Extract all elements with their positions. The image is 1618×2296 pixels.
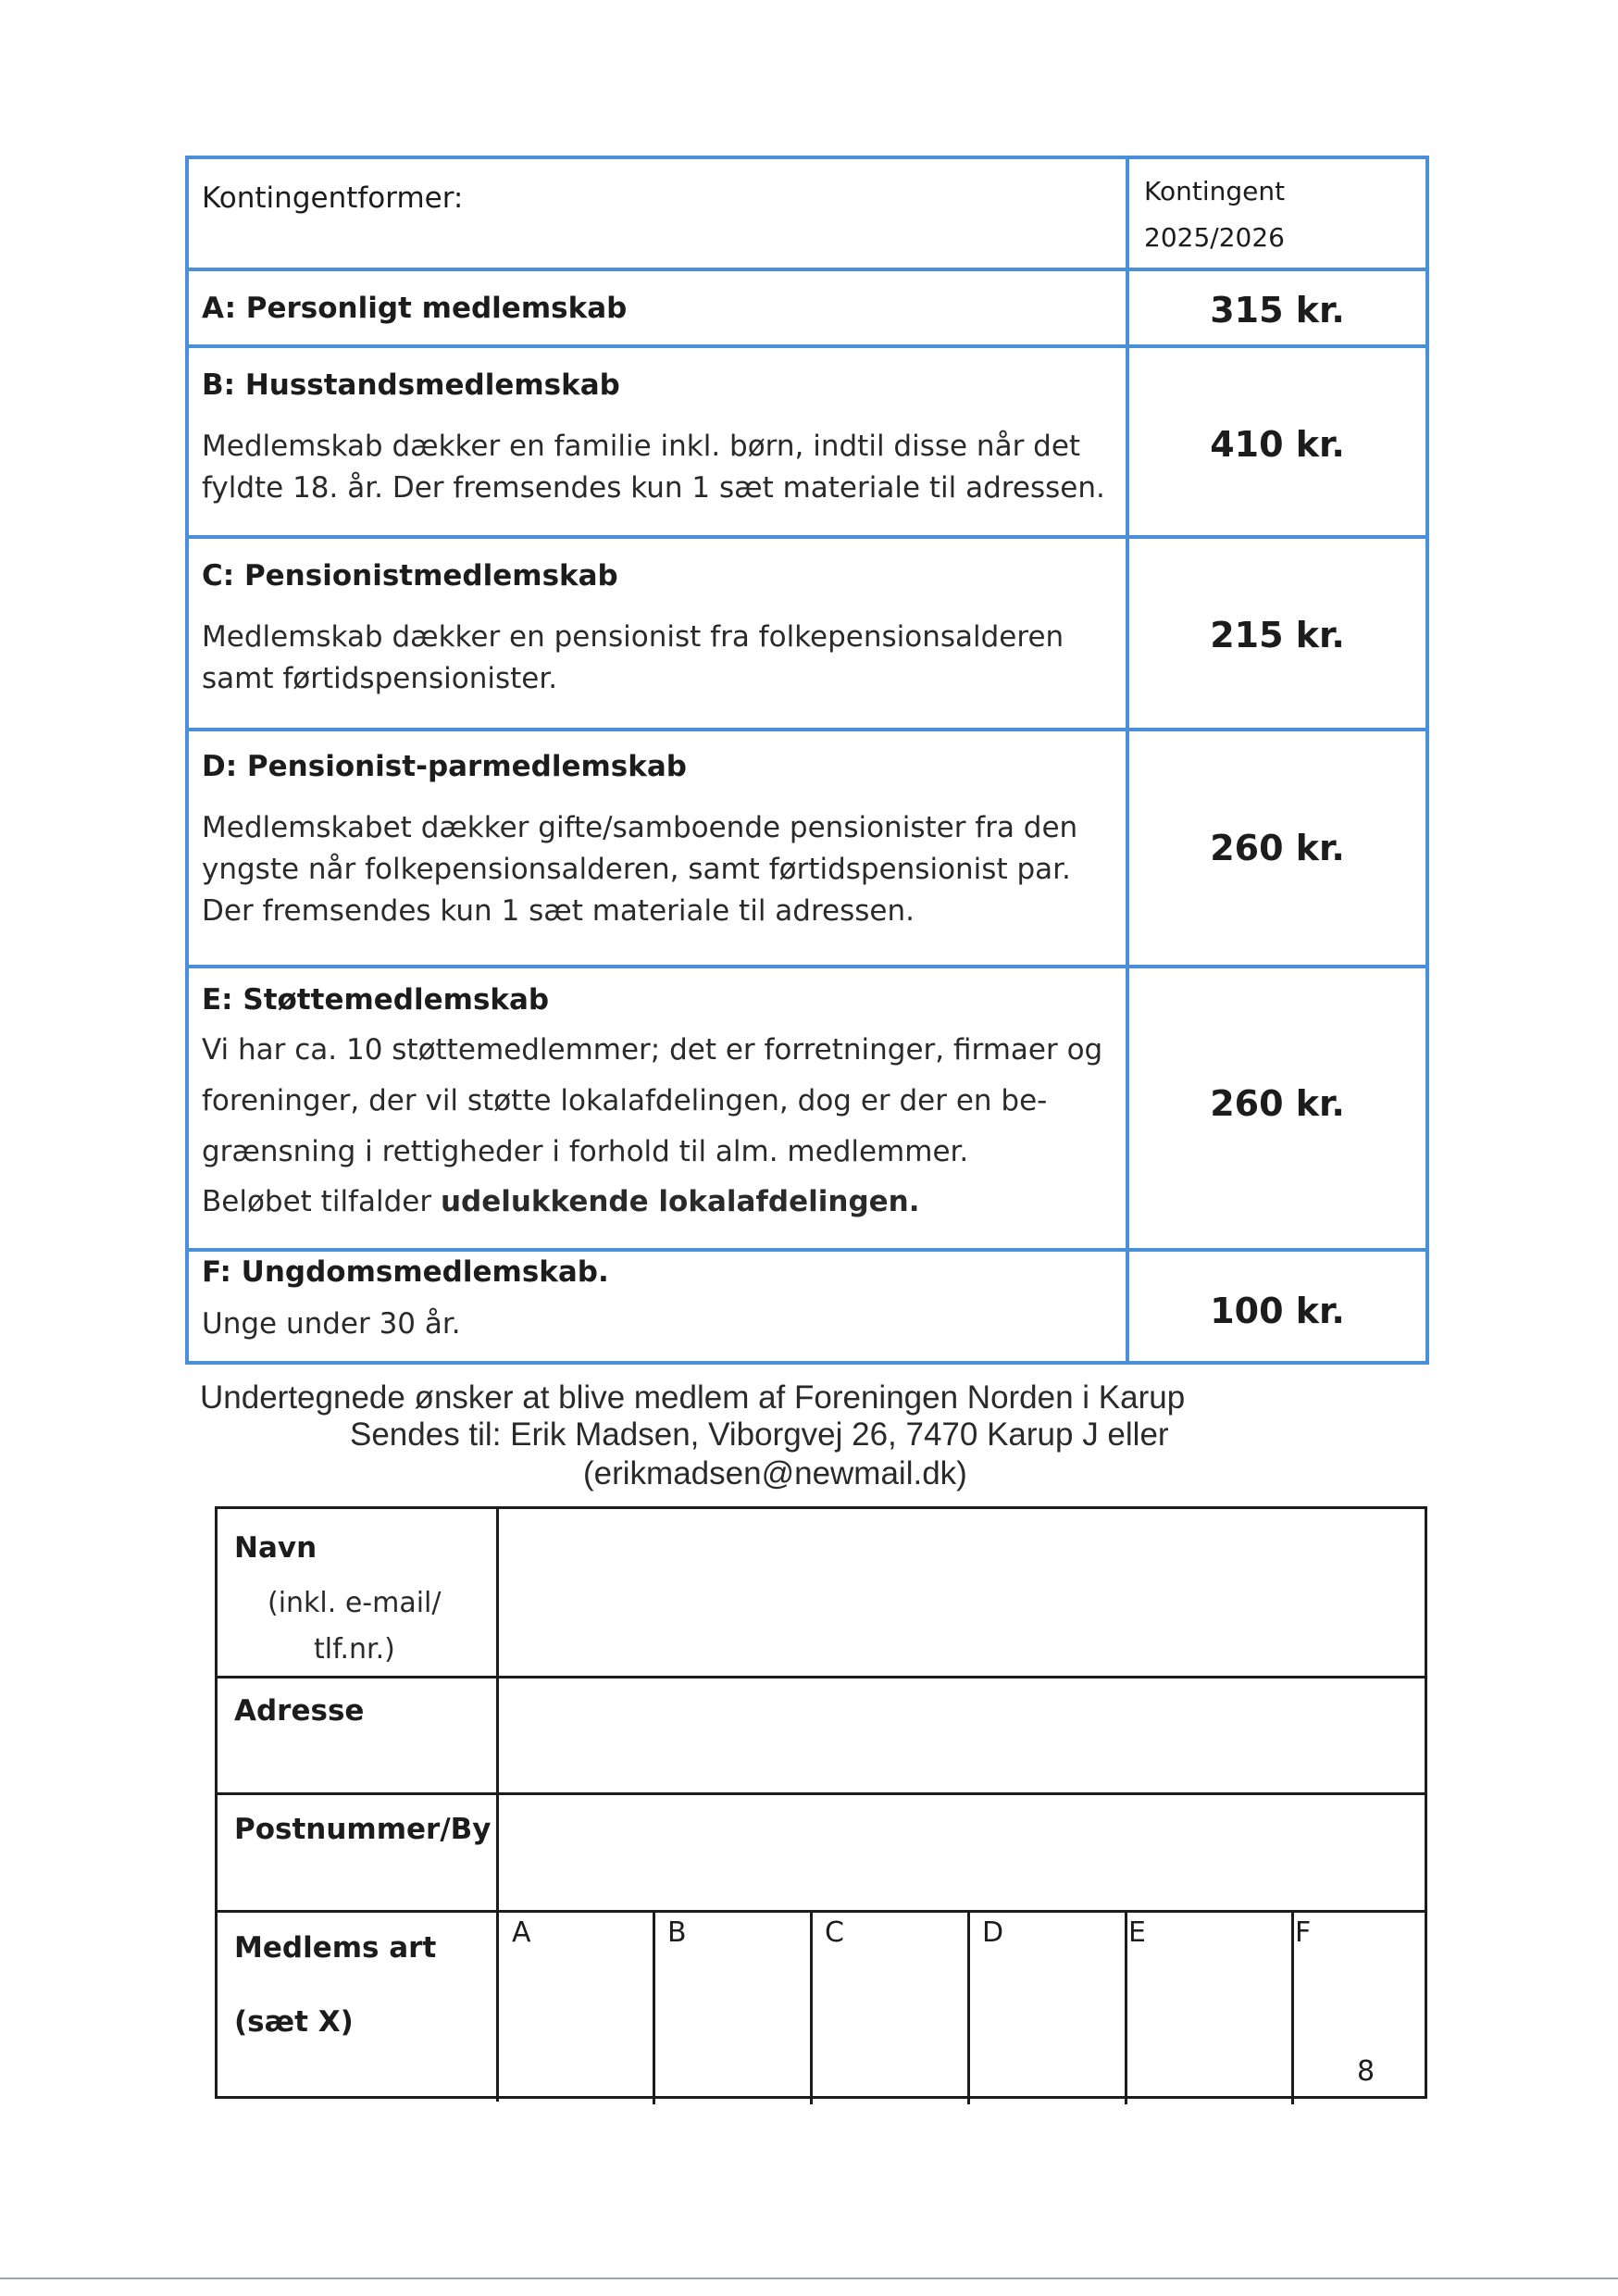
header-kontingent: Kontingent	[1144, 176, 1286, 206]
header-label: Kontingentformer:	[202, 181, 464, 215]
row-desc-line: yngste når folkepensionsalderen, samt førtidspensionist par.	[202, 853, 1071, 886]
member-type-label: Medlems art	[234, 1931, 437, 1965]
option-b-label: B	[667, 1916, 687, 1949]
row-price: 315 kr.	[1210, 290, 1345, 331]
row-desc-line: Medlemskabet dækker gifte/samboende pensionister fra den	[202, 811, 1078, 844]
row-desc-line: samt førtidspensionister.	[202, 662, 558, 695]
name-sublabel: tlf.nr.)	[314, 1633, 395, 1666]
address-label: Adresse	[234, 1694, 365, 1728]
option-f-label: F	[1295, 1916, 1312, 1949]
scan-edge-line	[0, 2277, 1618, 2279]
row-title: D: Pensionist-parmedlemskab	[202, 750, 687, 783]
option-a-box[interactable]	[499, 1913, 653, 2098]
name-sublabel: (inkl. e-mail/	[268, 1587, 442, 1619]
row-desc-bold: udelukkende lokalafdelingen.	[440, 1185, 920, 1218]
option-c-box[interactable]	[813, 1913, 967, 2098]
row-price: 260 kr.	[1210, 1083, 1345, 1124]
member-type-sublabel: (sæt X)	[234, 2005, 354, 2039]
name-label: Navn	[234, 1531, 317, 1565]
row-title: C: Pensionistmedlemskab	[202, 559, 618, 593]
row-desc-line: fyldte 18. år. Der fremsendes kun 1 sæt materiale til adressen.	[202, 471, 1105, 505]
table-header-row	[185, 156, 1429, 271]
name-field[interactable]	[499, 1509, 1427, 1676]
option-a-label: A	[512, 1916, 531, 1949]
row-desc-line	[202, 1181, 920, 1223]
postal-label: Postnummer/By	[234, 1813, 492, 1846]
option-e-box[interactable]	[1127, 1913, 1291, 2098]
option-d-box[interactable]	[970, 1913, 1125, 2098]
page-number: 8	[1357, 2055, 1375, 2088]
table-row	[185, 1248, 1429, 1365]
row-title: A: Personligt medlemskab	[202, 292, 628, 325]
registration-form	[215, 1506, 1427, 2099]
row-price: 410 kr.	[1210, 424, 1345, 465]
row-desc-plain: Beløbet tilfalder	[202, 1185, 441, 1218]
row-desc-line: Vi har ca. 10 støttemedlemmer; det er forretninger, firmaer og	[202, 1033, 1103, 1067]
row-price: 260 kr.	[1210, 828, 1345, 868]
option-c-label: C	[825, 1916, 844, 1949]
row-price: 100 kr.	[1210, 1291, 1345, 1331]
postal-city-field[interactable]	[499, 1795, 1427, 1910]
table-row	[185, 344, 1429, 539]
table-row	[185, 965, 1429, 1252]
row-desc-line: Medlemskab dækker en familie inkl. børn, indtil disse når det	[202, 430, 1081, 463]
row-desc-line: Unge under 30 år.	[202, 1307, 461, 1341]
table-row	[185, 535, 1429, 731]
table-row	[185, 268, 1429, 348]
address-field[interactable]	[499, 1678, 1427, 1792]
header-season: 2025/2026	[1144, 222, 1285, 253]
row-title: E: Støttemedlemskab	[202, 983, 550, 1017]
option-b-box[interactable]	[655, 1913, 810, 2098]
row-title: B: Husstandsmedlemskab	[202, 368, 620, 402]
option-d-label: D	[982, 1916, 1004, 1949]
row-desc-line: foreninger, der vil støtte lokalafdelingen, dog er der en be-	[202, 1084, 1048, 1117]
intro-line-1: Undertegnede ønsker at blive medlem af Foreningen Norden i Karup	[200, 1379, 1186, 1416]
row-price: 215 kr.	[1210, 615, 1345, 655]
row-desc-line: Medlemskab dækker en pensionist fra folkepensionsalderen	[202, 620, 1064, 654]
intro-email: (erikmadsen@newmail.dk)	[583, 1455, 967, 1491]
row-title: F: Ungdomsmedlemskab.	[202, 1255, 609, 1289]
table-row	[185, 728, 1429, 968]
intro-line-2: Sendes til: Erik Madsen, Viborgvej 26, 7470 Karup J eller	[350, 1416, 1169, 1453]
row-desc-line: grænsning i rettigheder i forhold til alm. medlemmer.	[202, 1135, 969, 1168]
option-e-label: E	[1128, 1916, 1146, 1949]
row-desc-line: Der fremsendes kun 1 sæt materiale til adressen.	[202, 894, 915, 928]
